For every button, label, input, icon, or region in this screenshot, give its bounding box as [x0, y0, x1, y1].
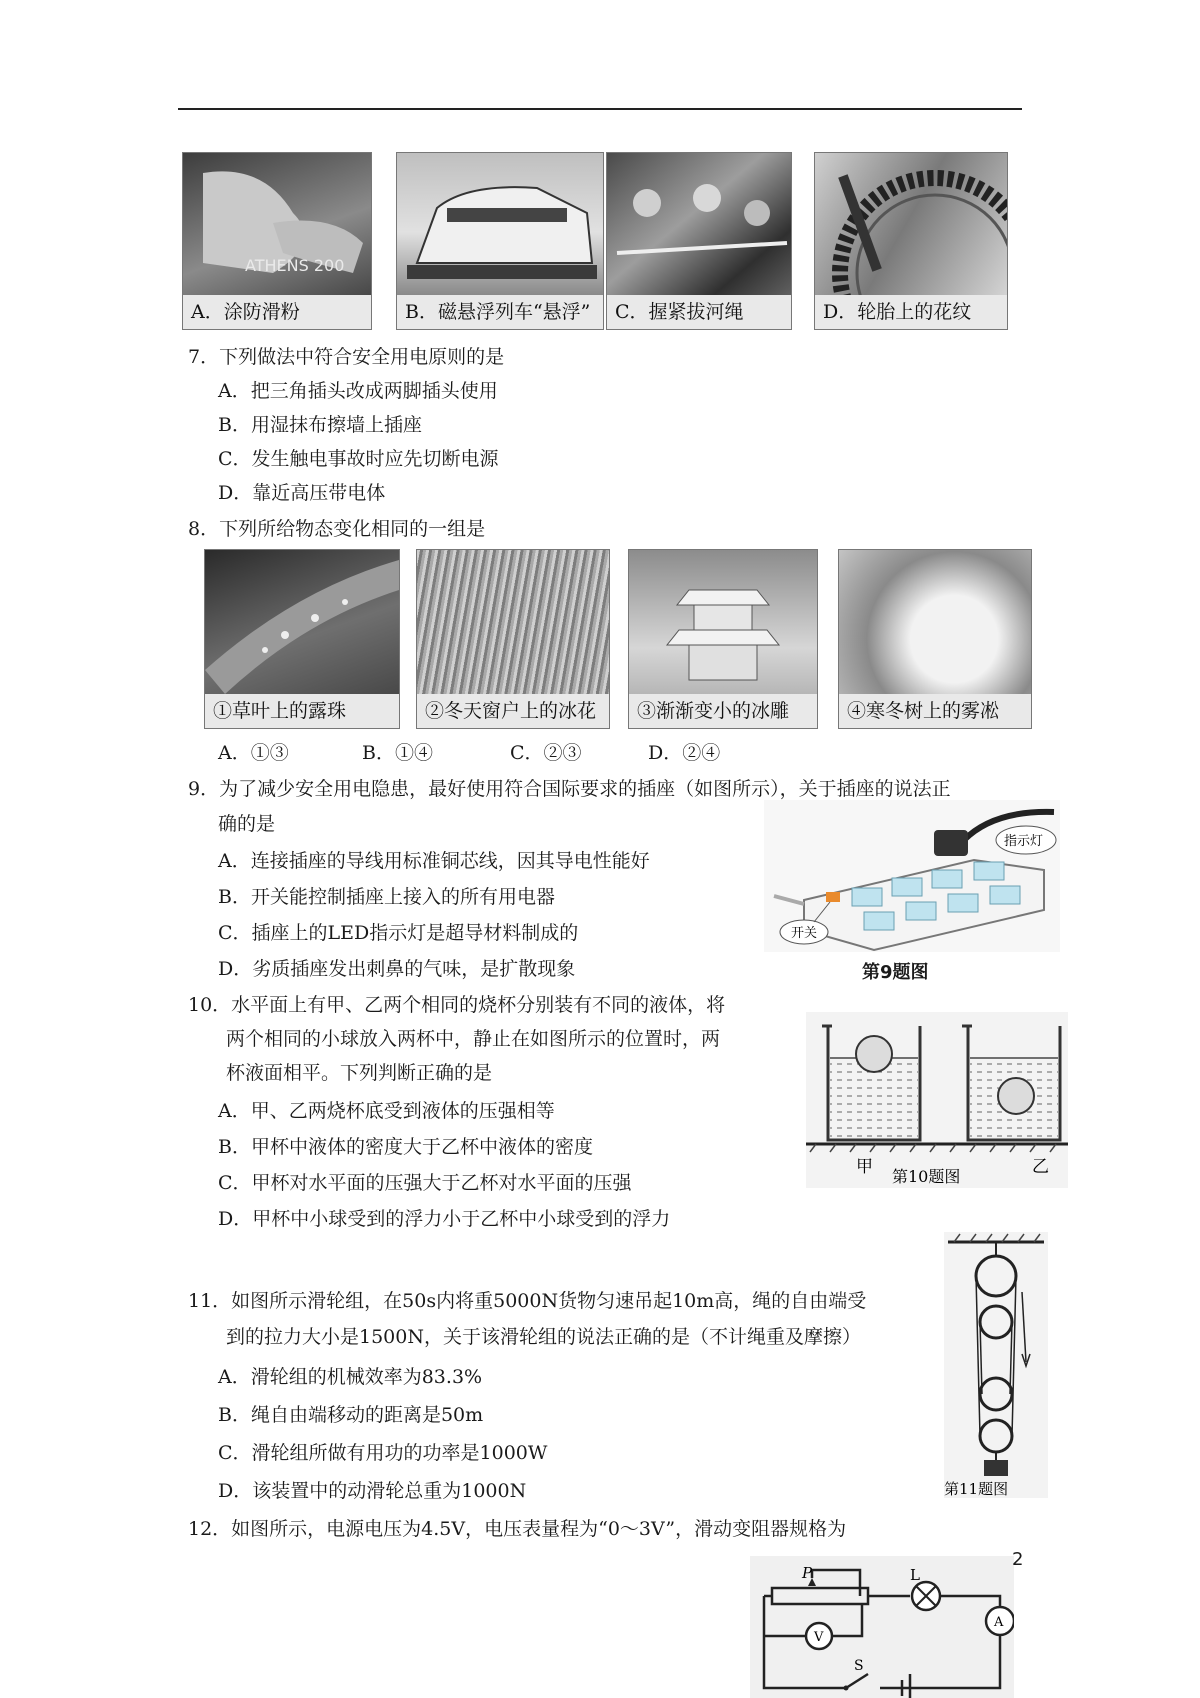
q9-power-strip-figure [764, 800, 1060, 952]
header-rule [178, 108, 1022, 110]
q7-stem: 7．下列做法中符合安全用电原则的是 [188, 346, 505, 368]
q10-option-c: C．甲杯对水平面的压强大于乙杯对水平面的压强 [218, 1172, 632, 1194]
label-v: V [814, 1630, 824, 1645]
q12-circuit-figure [750, 1556, 1014, 1698]
q10-figure-caption: 第10题图 [892, 1167, 961, 1186]
indicator-label: 指示灯 [1004, 834, 1044, 849]
photo-caption: D．轮胎上的花纹 [815, 295, 1007, 329]
photo-caption: B．磁悬浮列车“悬浮” [397, 295, 603, 329]
q11-option-b: B．绳自由端移动的距离是50m [218, 1404, 484, 1426]
q11-stem-line2: 到的拉力大小是1500N，关于该滑轮组的说法正确的是（不计绳重及摩擦） [226, 1326, 861, 1348]
photo-caption: C．握紧拔河绳 [607, 295, 791, 329]
q10-stem-line1: 10．水平面上有甲、乙两个相同的烧杯分别装有不同的液体，将 [188, 994, 726, 1016]
q8-option-a: A．①③ [218, 742, 289, 764]
label-s: S [854, 1658, 864, 1674]
q11-option-c: C．滑轮组所做有用功的功率是1000W [218, 1442, 548, 1464]
photo-maglev-train [396, 152, 604, 330]
switch-button-shape [826, 892, 840, 902]
q9-stem-line2: 确的是 [218, 813, 276, 835]
q11-option-d: D．该装置中的动滑轮总重为1000N [218, 1480, 527, 1502]
photo-caption: ①草叶上的露珠 [205, 694, 399, 728]
q8-option-d: D．②④ [648, 742, 721, 764]
q12-stem: 12．如图所示，电源电压为4.5V，电压表量程为“0～3V”，滑动变阻器规格为 [188, 1518, 847, 1540]
train-image [397, 153, 603, 295]
switch-label: 开关 [791, 926, 818, 941]
photo-tire-tread [814, 152, 1008, 330]
q9-option-c: C．插座上的LED指示灯是超导材料制成的 [218, 922, 579, 944]
photo-anti-slip-powder [182, 152, 372, 330]
q9-option-a: A．连接插座的导线用标准铜芯线，因其导电性能好 [218, 850, 650, 872]
q10-option-b: B．甲杯中液体的密度大于乙杯中液体的密度 [218, 1136, 593, 1158]
q11-pulley-figure [944, 1232, 1048, 1498]
q7-option-a: A．把三角插头改成两脚插头使用 [218, 380, 498, 402]
q10-option-d: D．甲杯中小球受到的浮力小于乙杯中小球受到的浮力 [218, 1208, 671, 1230]
label-yi: 乙 [1032, 1157, 1049, 1177]
photo-rime [838, 549, 1032, 729]
pagoda-image [629, 550, 817, 694]
photo-window-frost [416, 549, 610, 729]
crowd-image [607, 153, 791, 295]
q11-figure-caption: 第11题图 [944, 1480, 1009, 1498]
q9-figure-caption: 第9题图 [862, 962, 929, 983]
bicycle-tire-image [815, 153, 1007, 295]
photo-tug-of-war [606, 152, 792, 330]
q9-option-d: D．劣质插座发出刺鼻的气味，是扩散现象 [218, 958, 576, 980]
q7-option-c: C．发生触电事故时应先切断电源 [218, 448, 499, 470]
page-number: 2 [1012, 1549, 1024, 1570]
photo-caption: ②冬天窗户上的冰花 [417, 694, 609, 728]
q8-option-b: B．①④ [362, 742, 433, 764]
q10-stem-line3: 杯液面相平。下列判断正确的是 [226, 1062, 493, 1084]
q9-stem-line1: 9．为了减少安全用电隐患，最好使用符合国际要求的插座（如图所示），关于插座的说法正 [188, 778, 951, 800]
photo-dew-drops [204, 549, 400, 729]
photo-caption: A．涂防滑粉 [183, 295, 371, 329]
label-l: L [910, 1566, 920, 1584]
ball-jia [856, 1036, 892, 1072]
q10-beakers-figure [806, 1012, 1068, 1188]
label-jia: 甲 [856, 1157, 873, 1177]
q7-option-b: B．用湿抹布擦墙上插座 [218, 414, 422, 436]
photo-caption: ③渐渐变小的冰雕 [629, 694, 817, 728]
q8-stem: 8．下列所给物态变化相同的一组是 [188, 518, 486, 540]
athens-text: ATHENS 200 [245, 256, 345, 275]
ball-yi [998, 1078, 1034, 1114]
q10-option-a: A．甲、乙两烧杯底受到液体的压强相等 [218, 1100, 555, 1122]
q10-stem-line2: 两个相同的小球放入两杯中，静止在如图所示的位置时，两 [226, 1028, 721, 1050]
q7-option-d: D．靠近高压带电体 [218, 482, 386, 504]
label-a: A [994, 1615, 1004, 1630]
photo-caption: ④寒冬树上的雾凇 [839, 694, 1031, 728]
q11-stem-line1: 11．如图所示滑轮组，在50s内将重5000N货物匀速吊起10m高，绳的自由端受 [188, 1290, 867, 1312]
leaf-dew-image [205, 550, 399, 694]
q9-option-b: B．开关能控制插座上接入的所有用电器 [218, 886, 555, 908]
hands-image [183, 153, 371, 295]
photo-ice-sculpture [628, 549, 818, 729]
q11-option-a: A．滑轮组的机械效率为83.3% [218, 1366, 483, 1388]
label-p: P [802, 1564, 813, 1582]
q8-option-c: C．②③ [510, 742, 582, 764]
